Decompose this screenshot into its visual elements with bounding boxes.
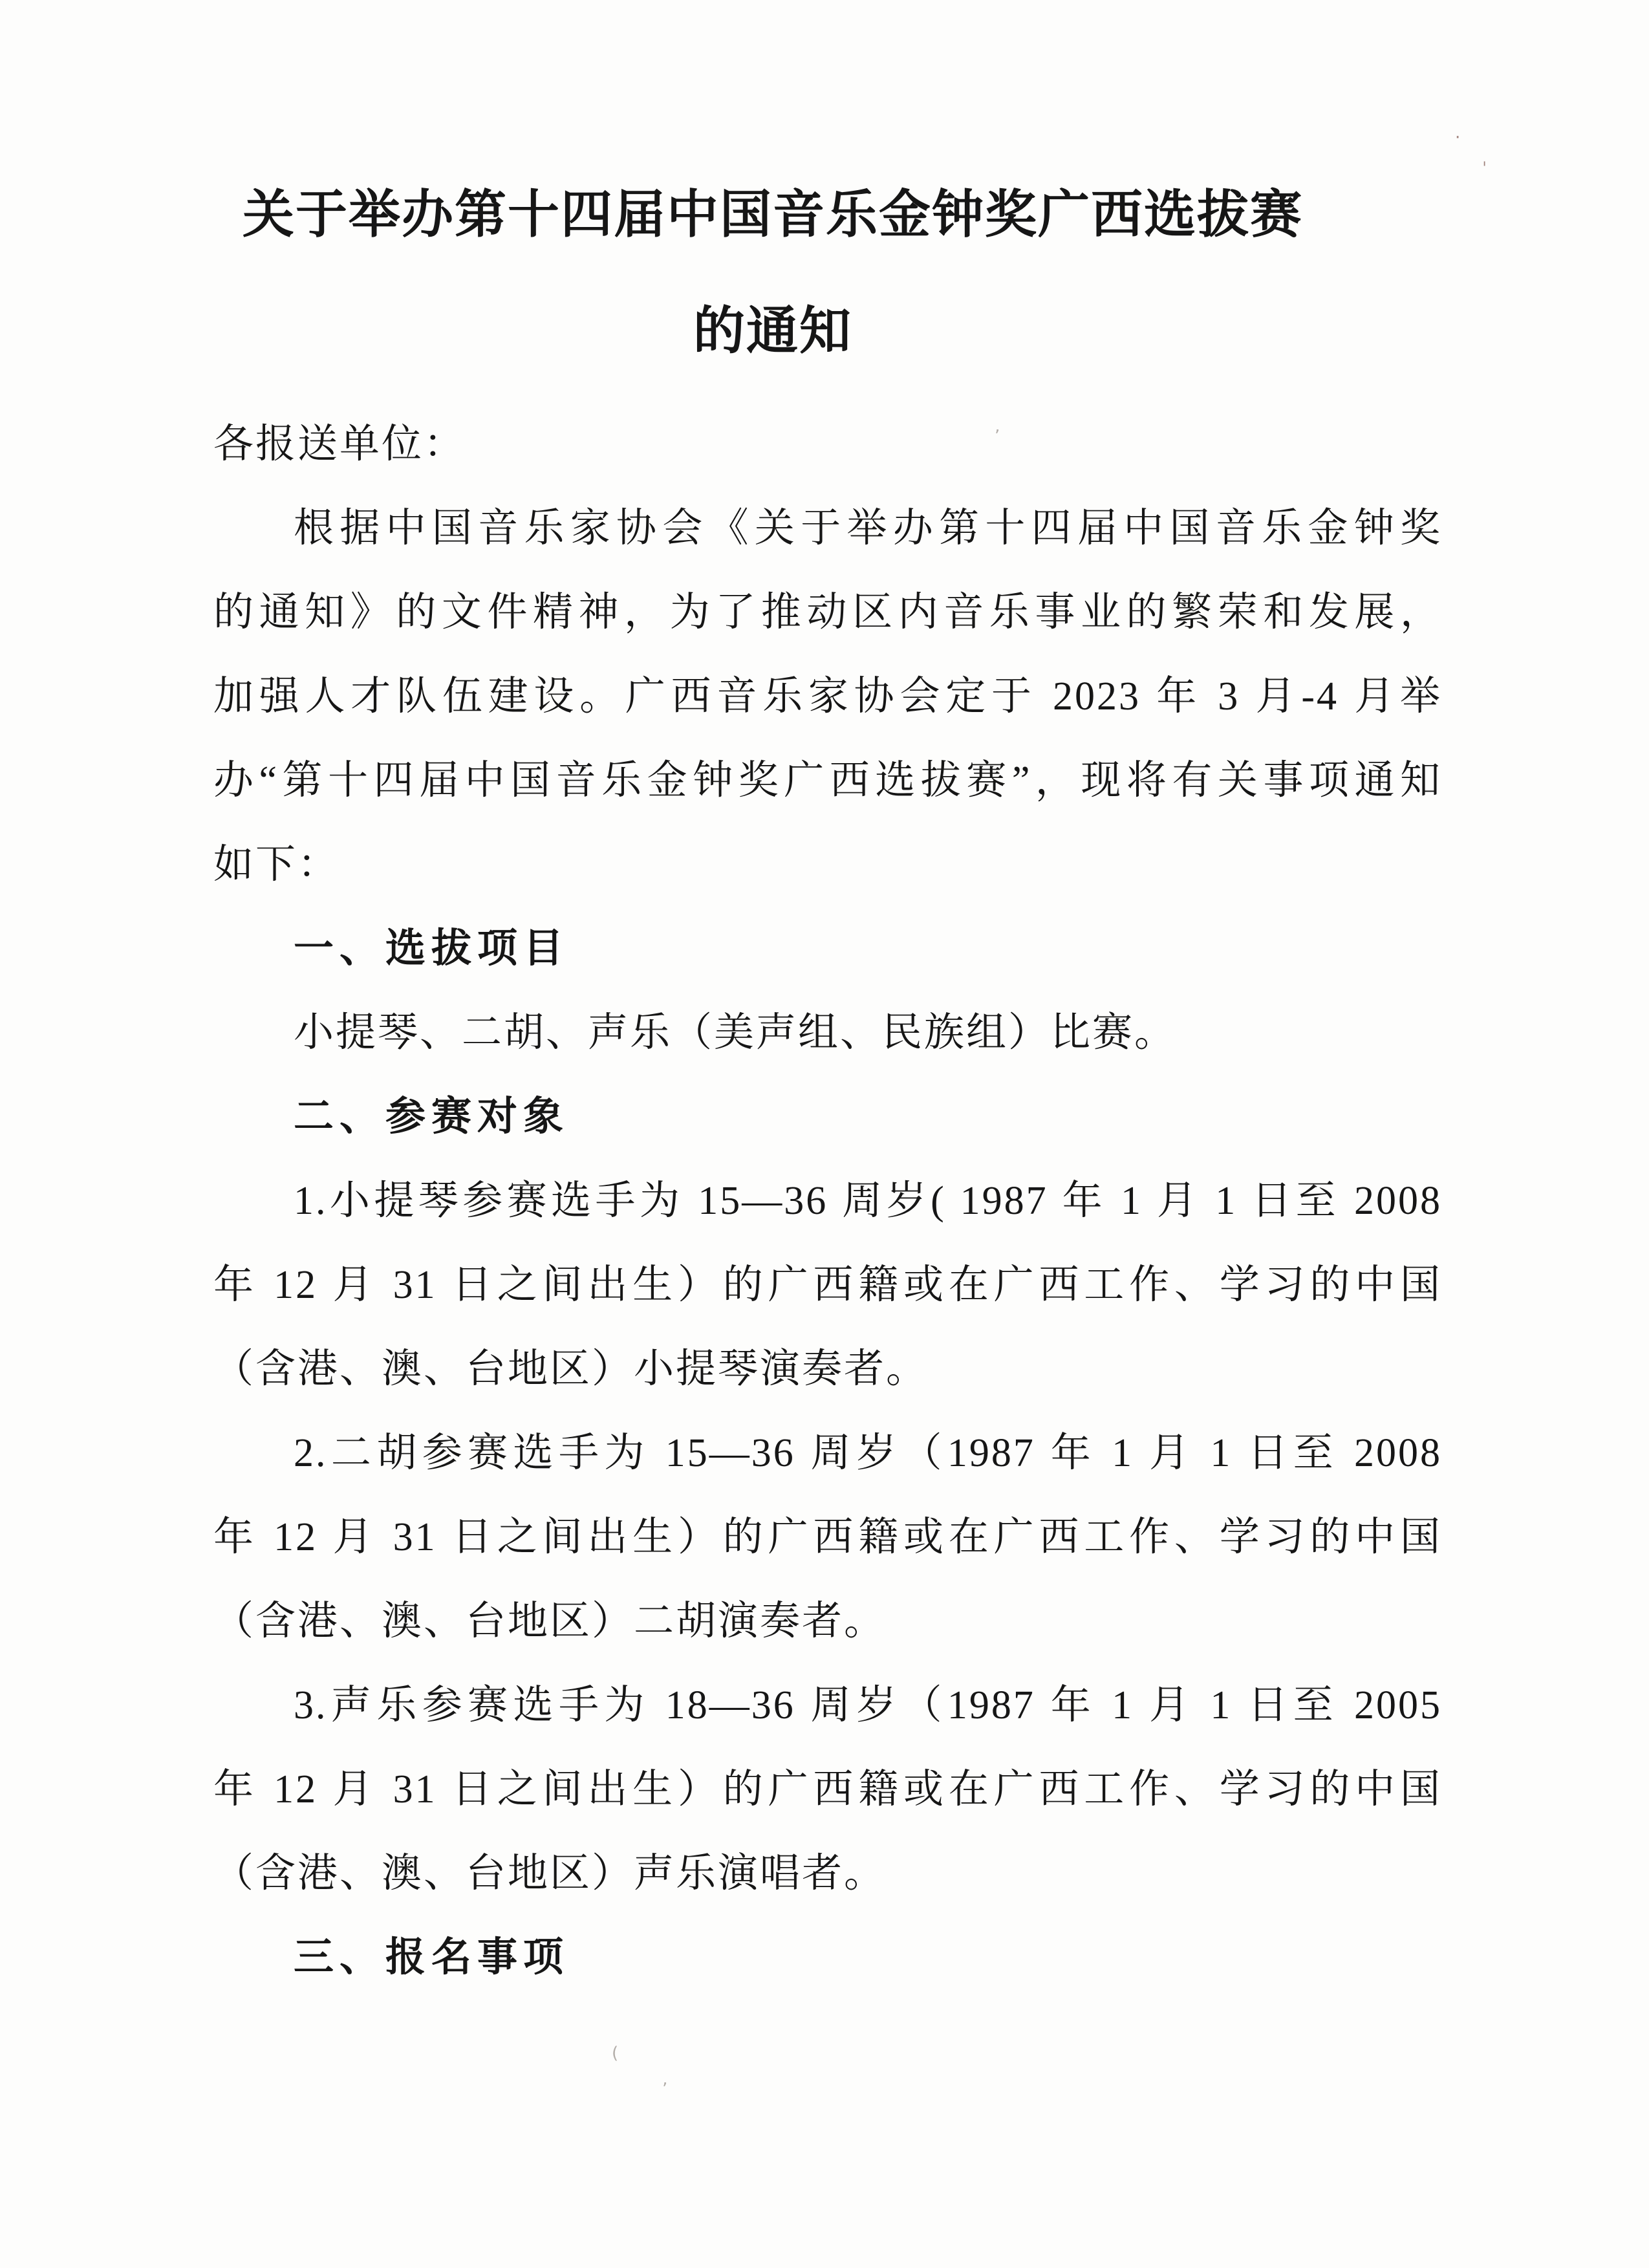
text-line: 1.小提琴参赛选手为 15—36 周岁( 1987 年 1 月 1 日至 2008 [294,1179,1442,1223]
text-line: 如下： [213,843,340,887]
text-line: 各报送单位： [213,422,466,466]
text-line: 年 12 月 31 日之间出生）的广西籍或在广西工作、学习的中国 [213,1263,1442,1307]
document-body [213,402,1442,2000]
text-line: 年 12 月 31 日之间出生）的广西籍或在广西工作、学习的中国 [213,1767,1442,1811]
text-line: 小提琴、二胡、声乐（美声组、民族组）比赛。 [294,1011,1177,1055]
text-line: 3.声乐参赛选手为 18—36 周岁（1987 年 1 月 1 日至 2005 [294,1683,1442,1727]
scan-artifact-mark: ˈ [1482,159,1487,178]
scan-artifact-mark: ( [612,2044,619,2063]
text-line: 2.二胡参赛选手为 15—36 周岁（1987 年 1 月 1 日至 2008 [294,1431,1442,1475]
text-line: （含港、澳、台地区）声乐演唱者。 [213,1852,887,1895]
text-line: 加强人才队伍建设。广西音乐家协会定于 2023 年 3 月-4 月举 [213,675,1442,718]
text-line: 的通知》的文件精神，为了推动区内音乐事业的繁荣和发展， [213,590,1442,634]
text-line: 三、报名事项 [294,1935,570,1980]
title-line-2: 的通知 [693,302,852,360]
text-line: 年 12 月 31 日之间出生）的广西籍或在广西工作、学习的中国 [213,1515,1442,1559]
text-line: 办“第十四届中国音乐金钟奖广西选拔赛”，现将有关事项通知 [213,759,1442,803]
text-line: 一、选拔项目 [294,926,570,971]
scan-artifact-mark: · [1455,128,1461,147]
text-line: （含港、澳、台地区）小提琴演奏者。 [213,1347,929,1391]
text-line: 根据中国音乐家协会《关于举办第十四届中国音乐金钟奖 [294,506,1442,550]
document-title [210,0,1439,360]
text-line: 二、参赛对象 [294,1094,570,1139]
text-line: （含港、澳、台地区）二胡演奏者。 [213,1599,887,1643]
scan-artifact-mark: ’ [662,2080,668,2099]
scan-artifact-mark: ’ [995,427,1000,446]
title-line-1: 关于举办第十四届中国音乐金钟奖广西选拔赛 [242,186,1303,243]
